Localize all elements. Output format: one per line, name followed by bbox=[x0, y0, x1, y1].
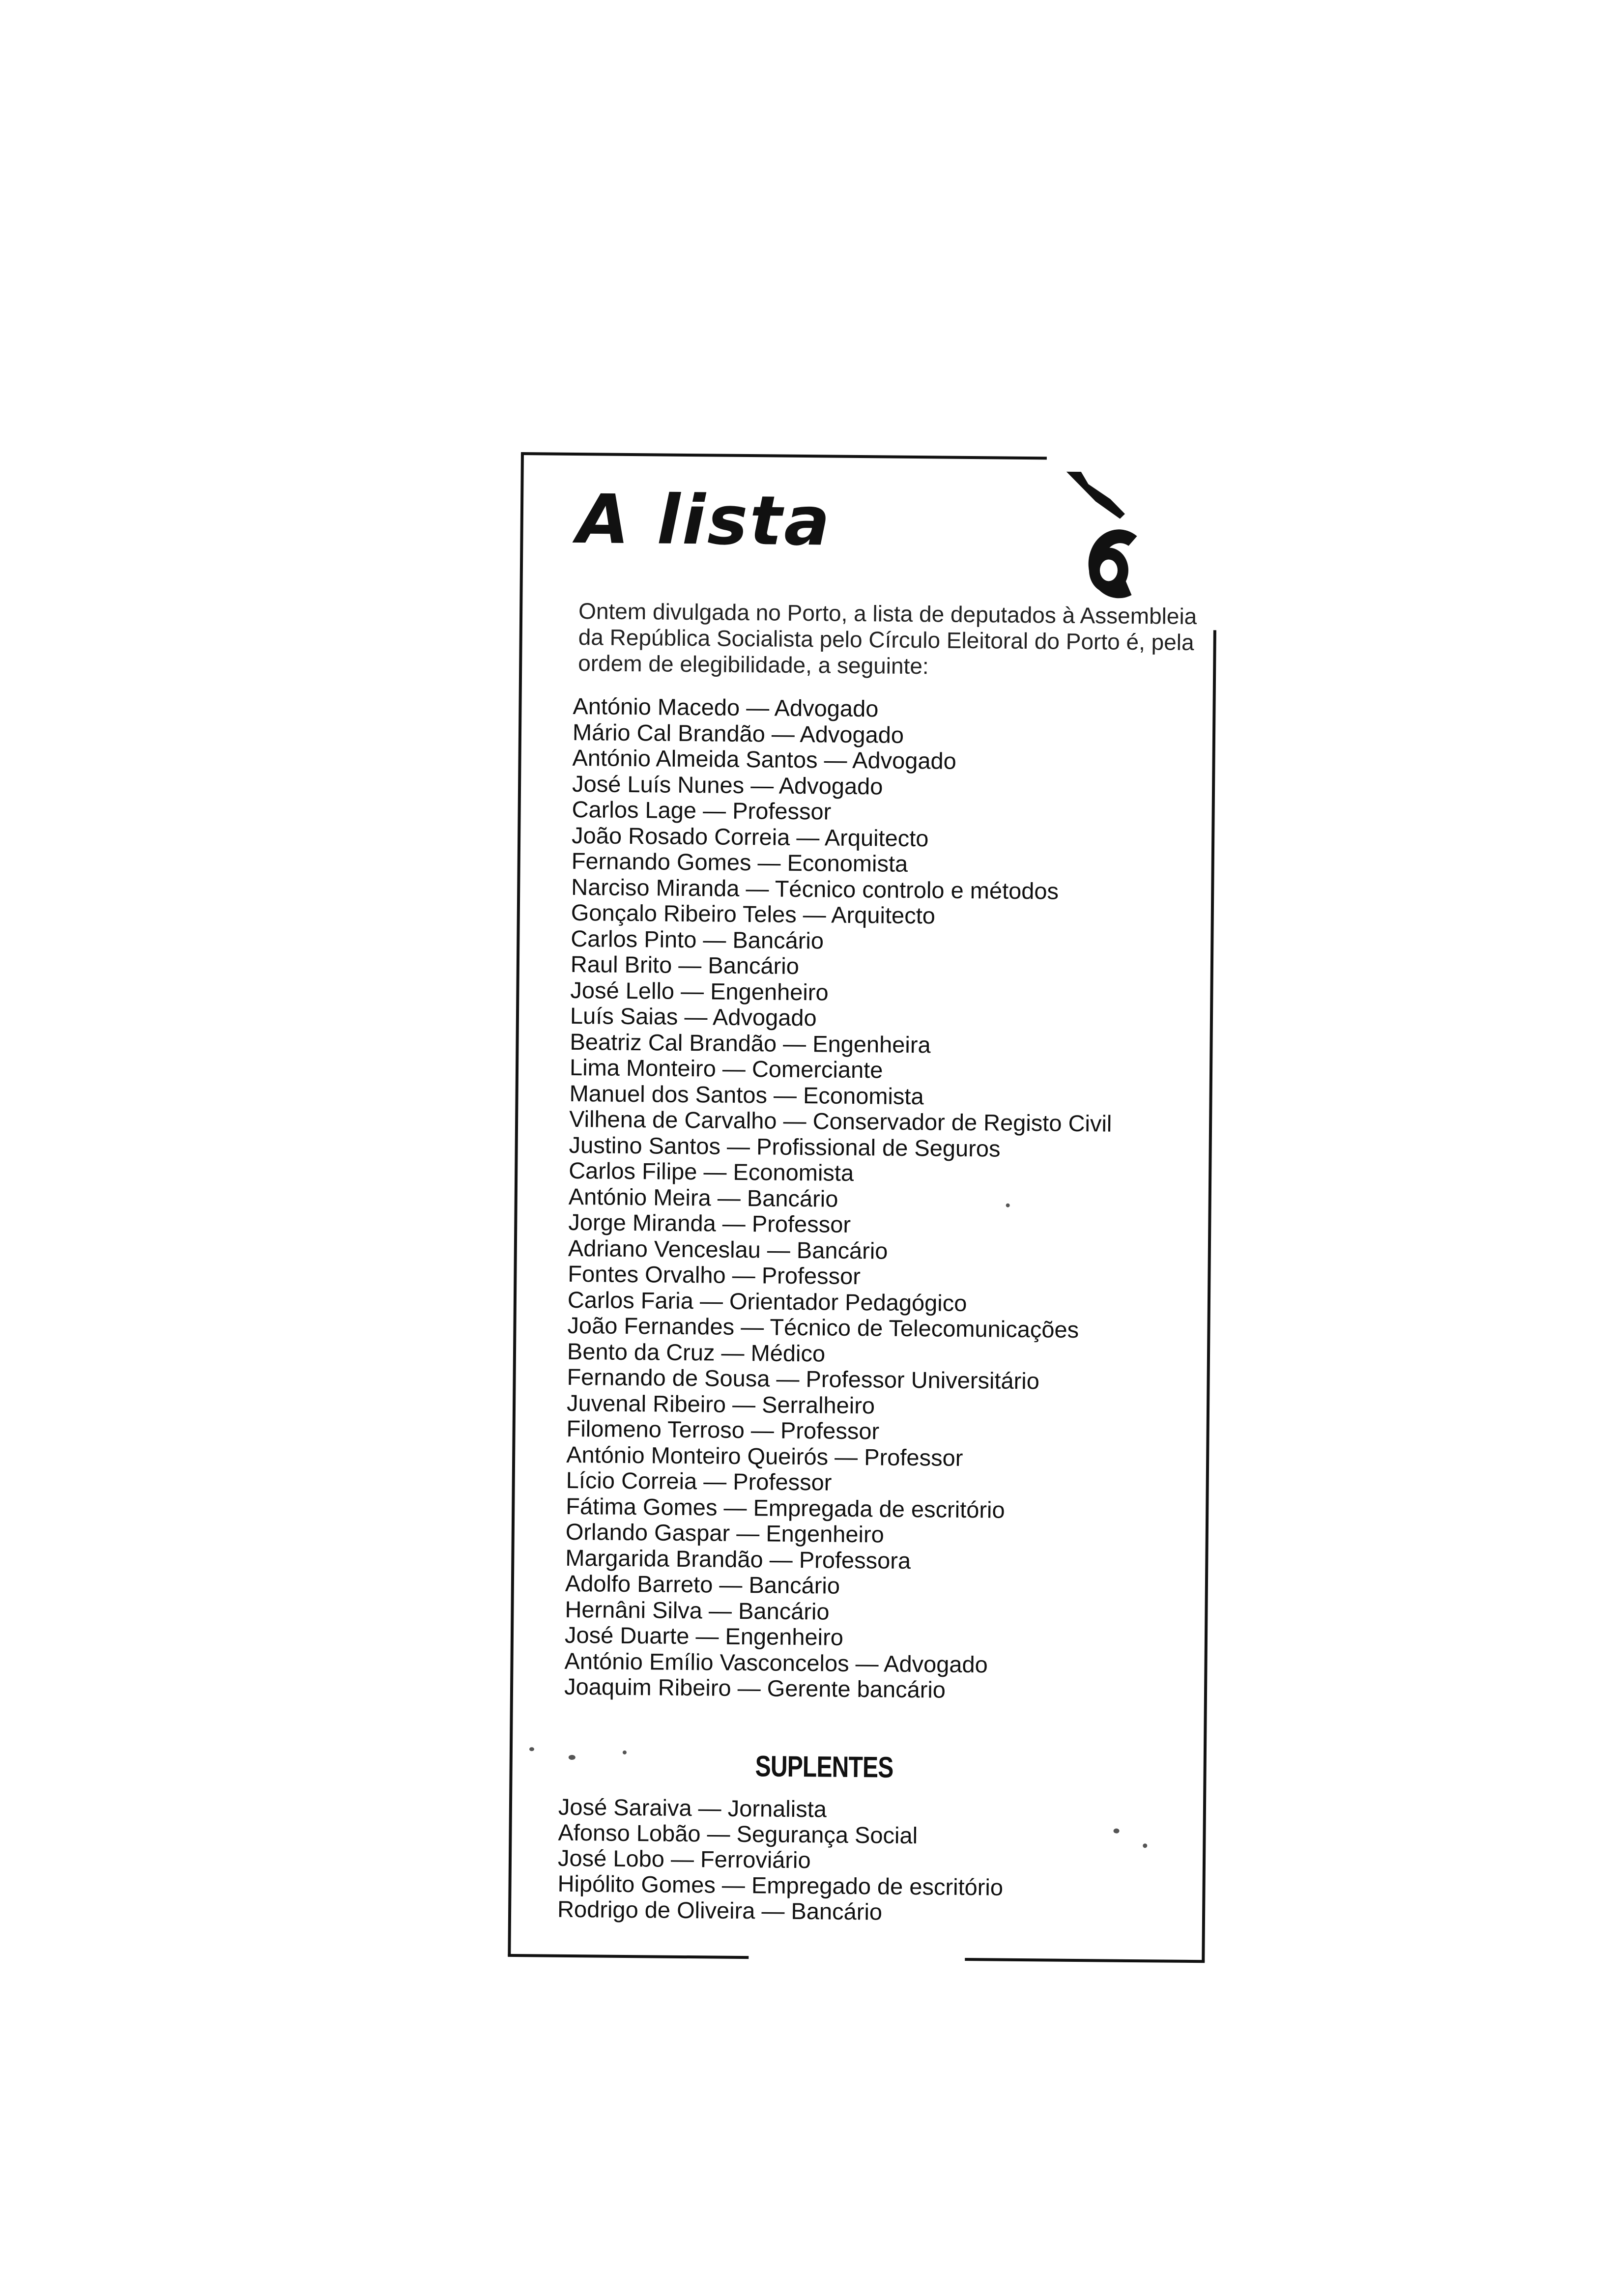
candidate-row-name: João Fernandes bbox=[567, 1312, 735, 1340]
candidate-row-name: Hernâni Silva bbox=[565, 1596, 703, 1623]
candidate-row-profession: Professor bbox=[733, 1468, 832, 1495]
em-dash-separator: — bbox=[713, 1571, 749, 1598]
candidate-row-profession: Orientador Pedagógico bbox=[729, 1288, 967, 1316]
substitute-row-profession: Bancário bbox=[791, 1897, 883, 1925]
candidate-row-profession: Professor Universitário bbox=[806, 1366, 1040, 1394]
em-dash-separator: — bbox=[672, 951, 708, 978]
candidate-row-profession: Professor bbox=[751, 1210, 851, 1237]
candidate-row-profession: Advogado bbox=[800, 720, 904, 748]
candidate-row-profession: Conservador de Registo Civil bbox=[812, 1108, 1112, 1137]
candidate-row-profession: Bancário bbox=[747, 1184, 838, 1212]
candidate-row-profession: Arquitecto bbox=[824, 824, 929, 851]
candidate-row-name: Bento da Cruz bbox=[567, 1338, 715, 1366]
print-noise bbox=[1114, 1829, 1120, 1834]
candidate-row-profession: Técnico de Telecomunicações bbox=[770, 1314, 1079, 1343]
candidate-row-name: Narciso Miranda bbox=[571, 873, 740, 901]
candidate-row-name: Fernando de Sousa bbox=[567, 1363, 770, 1392]
candidate-row-profession: Profissional de Seguros bbox=[756, 1133, 1001, 1162]
em-dash-separator: — bbox=[696, 1468, 733, 1494]
em-dash-separator: — bbox=[693, 1287, 730, 1314]
candidate-row-profession: Advogado bbox=[778, 772, 883, 799]
candidate-row-name: Orlando Gaspar bbox=[565, 1518, 730, 1546]
em-dash-separator: — bbox=[729, 1520, 766, 1547]
print-noise bbox=[1143, 1843, 1147, 1848]
newspaper-clipping bbox=[508, 452, 1219, 1981]
em-dash-separator: — bbox=[717, 1494, 753, 1521]
substitute-row-profession: Segurança Social bbox=[736, 1820, 918, 1849]
candidate-row-name: Fátima Gomes bbox=[566, 1492, 718, 1521]
candidate-row-profession: Professor bbox=[732, 797, 832, 825]
party-logo-icon bbox=[1050, 471, 1169, 600]
candidate-row-name: Lício Correia bbox=[566, 1466, 697, 1494]
print-noise bbox=[623, 1751, 627, 1754]
candidate-row-name: António Emílio Vasconcelos bbox=[564, 1647, 849, 1676]
candidate-row bbox=[564, 1674, 1203, 1705]
em-dash-separator: — bbox=[715, 1871, 752, 1898]
em-dash-separator: — bbox=[720, 1133, 757, 1159]
substitute-row-name: José Saraiva bbox=[558, 1793, 692, 1821]
candidate-row-profession: Bancário bbox=[738, 1597, 830, 1625]
em-dash-separator: — bbox=[739, 875, 775, 902]
em-dash-separator: — bbox=[716, 1210, 752, 1237]
intro-paragraph: Ontem divulgada no Porto, a lista de deputados à Assembleia da República Socialista pelo Círculo Eleitoral do Porto é, pela ordem de elegibilidade, a seguinte: bbox=[578, 598, 1197, 679]
em-dash-separator: — bbox=[760, 1236, 797, 1263]
em-dash-separator: — bbox=[767, 1081, 804, 1108]
candidate-list bbox=[564, 693, 1212, 1705]
substitute-row-name: Hipólito Gomes bbox=[557, 1870, 716, 1898]
candidate-row-name: Margarida Brandão bbox=[565, 1544, 763, 1572]
em-dash-separator: — bbox=[739, 694, 775, 721]
substitute-row-profession: Empregado de escritório bbox=[751, 1872, 1004, 1900]
candidate-row-profession: Engenheira bbox=[812, 1030, 931, 1058]
em-dash-separator: — bbox=[763, 1546, 800, 1573]
candidate-row-profession: Advogado bbox=[883, 1650, 988, 1677]
candidate-row-name: José Lello bbox=[570, 976, 675, 1004]
em-dash-separator: — bbox=[776, 1030, 813, 1057]
candidate-row-name: Carlos Lage bbox=[572, 796, 697, 824]
candidate-row-name: Raul Brito bbox=[570, 950, 672, 978]
frame-border-top bbox=[521, 452, 1047, 459]
frame-border-left bbox=[508, 452, 524, 1956]
candidate-row-profession: Advogado bbox=[712, 1004, 817, 1031]
candidate-row-profession: Advogado bbox=[774, 694, 879, 722]
candidate-row-name: António Meira bbox=[568, 1183, 712, 1210]
em-dash-separator: — bbox=[702, 1597, 739, 1624]
candidate-row-profession: Engenheiro bbox=[766, 1520, 884, 1548]
candidate-row-profession: Serralheiro bbox=[761, 1391, 875, 1418]
em-dash-separator: — bbox=[700, 1820, 737, 1847]
candidate-row-name: Lima Monteiro bbox=[569, 1054, 717, 1082]
candidate-row-profession: Professora bbox=[799, 1546, 911, 1574]
em-dash-separator: — bbox=[725, 1262, 762, 1289]
em-dash-separator: — bbox=[828, 1443, 864, 1470]
candidate-row-profession: Professor bbox=[864, 1443, 963, 1471]
candidate-row-profession: Comerciante bbox=[751, 1056, 883, 1083]
substitute-row-profession: Jornalista bbox=[727, 1795, 827, 1822]
candidate-row-profession: Bancário bbox=[748, 1572, 840, 1599]
candidate-row-profession: Economista bbox=[803, 1082, 924, 1109]
substitute-row-profession: Ferroviário bbox=[700, 1846, 811, 1873]
em-dash-separator: — bbox=[751, 849, 787, 876]
substitute-row-name: Rodrigo de Oliveira bbox=[557, 1895, 755, 1924]
candidate-row-name: Carlos Pinto bbox=[571, 925, 697, 952]
em-dash-separator: — bbox=[770, 1365, 806, 1392]
candidate-row-name: José Duarte bbox=[564, 1621, 690, 1649]
candidate-row-profession: Técnico controlo e métodos bbox=[775, 875, 1059, 904]
candidate-row-name: Jorge Miranda bbox=[568, 1208, 716, 1236]
candidate-row-name: Justino Santos bbox=[569, 1131, 721, 1159]
candidate-row-profession: Médico bbox=[750, 1339, 826, 1366]
em-dash-separator: — bbox=[689, 1623, 725, 1649]
em-dash-separator: — bbox=[696, 926, 733, 953]
em-dash-separator: — bbox=[777, 1107, 813, 1134]
em-dash-separator: — bbox=[755, 1897, 791, 1924]
candidate-row-profession: Professor bbox=[761, 1262, 861, 1290]
em-dash-separator: — bbox=[674, 977, 711, 1004]
candidate-row-name: Beatriz Cal Brandão bbox=[570, 1028, 777, 1057]
candidate-row-name: Adolfo Barreto bbox=[565, 1570, 713, 1598]
candidate-row-name: Adriano Venceslau bbox=[568, 1234, 761, 1263]
candidate-row-name: Mário Cal Brandão bbox=[572, 718, 766, 746]
candidate-row-profession: Engenheiro bbox=[710, 977, 829, 1005]
candidate-row-name: Vilhena de Carvalho bbox=[569, 1105, 777, 1134]
em-dash-separator: — bbox=[696, 797, 733, 824]
em-dash-separator: — bbox=[725, 1391, 762, 1417]
candidate-row-name: João Rosado Correia bbox=[571, 822, 790, 850]
em-dash-separator: — bbox=[664, 1845, 701, 1872]
candidate-row-name: Joaquim Ribeiro bbox=[564, 1673, 731, 1701]
substitute-row bbox=[557, 1896, 1196, 1927]
candidate-row-name: Manuel dos Santos bbox=[569, 1080, 768, 1108]
em-dash-separator: — bbox=[790, 824, 825, 850]
candidate-row-profession: Advogado bbox=[852, 746, 957, 774]
em-dash-separator: — bbox=[715, 1339, 751, 1366]
print-noise bbox=[1006, 1204, 1010, 1207]
em-dash-separator: — bbox=[678, 1003, 713, 1030]
frame-border-bottom-right bbox=[965, 1958, 1205, 1963]
em-dash-separator: — bbox=[796, 901, 832, 928]
em-dash-separator: — bbox=[734, 1313, 770, 1340]
candidate-row-profession: Bancário bbox=[796, 1236, 888, 1264]
candidate-row-name: António Monteiro Queirós bbox=[566, 1441, 829, 1470]
candidate-row-profession: Empregada de escritório bbox=[753, 1494, 1005, 1523]
em-dash-separator: — bbox=[744, 772, 779, 799]
candidate-row-profession: Engenheiro bbox=[725, 1623, 844, 1650]
em-dash-separator: — bbox=[697, 1158, 733, 1185]
em-dash-separator: — bbox=[731, 1674, 768, 1701]
substitutes-list bbox=[557, 1794, 1197, 1927]
candidate-row-name: José Luís Nunes bbox=[572, 770, 745, 798]
candidate-row-name: Fontes Orvalho bbox=[568, 1260, 726, 1288]
em-dash-separator: — bbox=[691, 1795, 728, 1821]
article-title: A lista bbox=[576, 480, 833, 561]
candidate-row-profession: Economista bbox=[733, 1158, 854, 1186]
em-dash-separator: — bbox=[765, 720, 800, 747]
print-noise bbox=[529, 1747, 534, 1751]
candidate-row-name: Luís Saias bbox=[570, 1002, 678, 1030]
em-dash-separator: — bbox=[849, 1650, 884, 1677]
candidate-row-profession: Economista bbox=[787, 849, 908, 877]
candidate-row-name: Juvenal Ribeiro bbox=[566, 1389, 726, 1417]
candidate-row-profession: Professor bbox=[780, 1417, 880, 1444]
substitute-row-name: Afonso Lobão bbox=[558, 1819, 701, 1847]
candidate-row-name: Gonçalo Ribeiro Teles bbox=[571, 899, 797, 927]
em-dash-separator: — bbox=[716, 1055, 752, 1082]
candidate-row-name: António Macedo bbox=[573, 692, 740, 720]
candidate-row-name: Carlos Faria bbox=[567, 1286, 694, 1314]
em-dash-separator: — bbox=[711, 1184, 748, 1211]
substitute-row-name: José Lobo bbox=[557, 1844, 665, 1872]
em-dash-separator: — bbox=[744, 1417, 781, 1443]
candidate-row-name: António Almeida Santos bbox=[572, 744, 818, 773]
candidate-row-profession: Bancário bbox=[708, 952, 800, 979]
em-dash-separator: — bbox=[817, 746, 853, 773]
substitutes-heading: SUPLENTES bbox=[755, 1750, 893, 1784]
frame-border-bottom-left bbox=[508, 1954, 748, 1959]
candidate-row-profession: Gerente bancário bbox=[767, 1675, 946, 1703]
candidate-row-name: Carlos Filipe bbox=[569, 1157, 697, 1185]
candidate-row-profession: Bancário bbox=[732, 926, 824, 953]
print-noise bbox=[569, 1755, 576, 1760]
candidate-row-name: Filomeno Terroso bbox=[566, 1415, 745, 1443]
candidate-row-name: Fernando Gomes bbox=[571, 847, 751, 876]
candidate-row-profession: Arquitecto bbox=[831, 901, 936, 929]
